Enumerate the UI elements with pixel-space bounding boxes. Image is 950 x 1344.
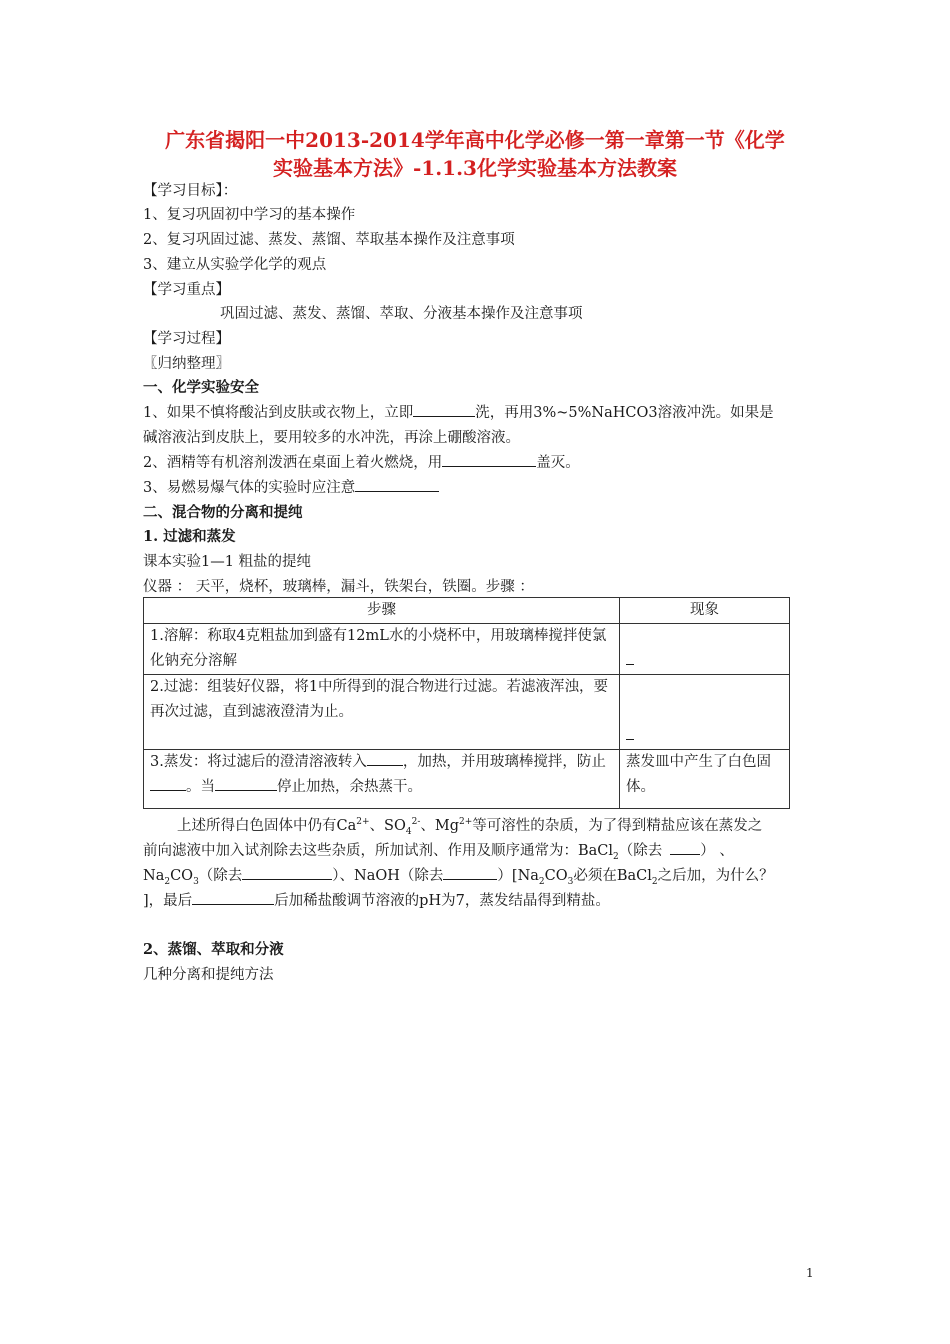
fill-blank[interactable] — [215, 776, 277, 791]
fill-blank[interactable] — [626, 739, 634, 740]
summary-label: 〖归纳整理〗 — [143, 356, 230, 372]
safety-item-2-text-b: 盖灭。 — [536, 455, 580, 471]
p3-sub-3: 2 — [538, 876, 545, 887]
p3-text-d: ）、NaOH（除去 — [332, 868, 444, 884]
safety-item-1-cont: 碱溶液沾到皮肤上，要用较多的水冲洗，再涂上硼酸溶液。 — [143, 430, 520, 446]
p4-text-a: ]，最后 — [143, 893, 193, 909]
p2-text-b: （除去 — [618, 843, 663, 859]
fill-blank[interactable] — [670, 840, 700, 855]
fill-blank[interactable] — [242, 865, 332, 880]
p3-text-f: CO — [544, 868, 568, 884]
process-heading: 【学习过程】 — [143, 331, 230, 347]
instruments-line: 仪器 ： 天平，烧杯，玻璃棒，漏斗，铁架台，铁圈。步骤 ： — [143, 579, 534, 595]
fill-blank[interactable] — [443, 865, 497, 880]
document-title-line1: 广东省揭阳一中2013-2014学年高中化学必修一第一章第一节《化学 — [165, 128, 785, 152]
objective-item-3: 3、建立从实验学化学的观点 — [143, 257, 327, 273]
methods-label: 几种分离和提纯方法 — [143, 967, 274, 983]
table-header-row — [144, 598, 790, 624]
step3-text-c: 。当 — [186, 779, 215, 795]
safety-item-2 — [143, 451, 580, 472]
p3-text-b: CO — [170, 868, 194, 884]
impurity-paragraph-line4 — [143, 889, 610, 910]
fill-blank[interactable] — [355, 477, 439, 492]
p4-text-b: 后加稀盐酸调节溶液的pH为7，蒸发结晶得到精盐。 — [274, 893, 610, 909]
step-filter: 2.过滤：组装好仪器，将1中所得到的混合物进行过滤。若滤液浑浊，要再次过滤，直到滤液澄清为止。 — [144, 675, 620, 750]
table-row — [144, 750, 790, 809]
fill-blank[interactable] — [192, 890, 274, 905]
focus-heading: 【学习重点】 — [143, 282, 230, 298]
fill-blank[interactable] — [442, 452, 536, 467]
document-title-line2: 实验基本方法》-1.1.3化学实验基本方法教案 — [273, 156, 677, 180]
p3-sub-1: 2 — [164, 876, 171, 887]
fill-blank[interactable] — [413, 402, 475, 417]
safety-item-1 — [143, 401, 774, 422]
p3-text-c: （除去 — [198, 868, 243, 884]
fill-blank[interactable] — [150, 776, 186, 791]
safety-item-3 — [143, 476, 439, 497]
safety-item-2-text-a: 2、酒精等有机溶剂泼洒在桌面上着火燃烧，用 — [143, 455, 443, 471]
safety-item-1-text-a: 1、如果不慎将酸沾到皮肤或衣物上，立即 — [143, 405, 414, 421]
experiment-title: 课本实验1—1 粗盐的提纯 — [143, 554, 312, 570]
p1-sup-so4: 2- — [411, 817, 421, 828]
p2-text-c: ） 、 — [700, 843, 734, 859]
objective-item-2: 2、复习巩固过滤、蒸发、蒸馏、萃取基本操作及注意事项 — [143, 232, 515, 248]
impurity-paragraph-line1 — [177, 814, 762, 835]
fill-blank[interactable] — [367, 751, 403, 766]
p1-sup-mg: 2+ — [459, 817, 473, 828]
step3-text-d: 停止加热，余热蒸干。 — [277, 779, 422, 795]
p2-sub: 2 — [613, 851, 619, 862]
impurity-paragraph-line3 — [143, 864, 774, 885]
step3-text-b: ，加热，并用玻璃棒搅拌，防止 — [402, 754, 606, 770]
section1-heading: 一、化学实验安全 — [143, 379, 259, 396]
p3-sub-5: 2 — [651, 876, 658, 887]
p1-text-b: 、SO — [369, 818, 406, 834]
p1-sub-so4: 4 — [405, 826, 412, 837]
focus-text: 巩固过滤、蒸发、蒸馏、萃取、分液基本操作及注意事项 — [220, 306, 583, 322]
p3-sub-2: 3 — [193, 876, 199, 887]
fill-blank[interactable] — [626, 664, 634, 665]
phenomenon-cell-2[interactable] — [620, 675, 790, 750]
objectives-heading: 【学习目标】： — [143, 183, 238, 199]
p3-text-e: ）[Na — [497, 868, 539, 884]
table-row — [144, 624, 790, 675]
safety-item-1-text-b: 洗，再用3%~5%NaHCO3溶液冲洗。如果是 — [475, 405, 774, 421]
step-evaporate — [144, 750, 620, 809]
table-row — [144, 675, 790, 750]
impurity-paragraph-line2 — [143, 839, 734, 860]
p1-sup-ca: 2+ — [356, 817, 370, 828]
p3-sub-4: 3 — [567, 876, 574, 887]
p3-text-g: 必须在BaCl — [573, 868, 652, 884]
page-number: 1 — [806, 1266, 814, 1280]
p1-text-d: 等可溶性的杂质，为了得到精盐应该在蒸发之 — [472, 818, 763, 834]
steps-table — [143, 597, 790, 809]
section2-heading: 二、混合物的分离和提纯 — [143, 504, 303, 521]
objective-item-1: 1、复习巩固初中学习的基本操作 — [143, 207, 356, 223]
header-phenomenon: 现象 — [620, 598, 790, 624]
step3-text-a: 3.蒸发：将过滤后的澄清溶液转入 — [150, 754, 367, 770]
p3-text-h: 之后加，为什么？ — [657, 868, 774, 884]
safety-item-3-text: 3、易燃易爆气体的实验时应注意 — [143, 480, 356, 496]
p1-text-a: 上述所得白色固体中仍有Ca — [177, 818, 357, 834]
step-dissolve: 1.溶解：称取4克粗盐加到盛有12mL水的小烧杯中，用玻璃棒搅拌使氯化钠充分溶解 — [144, 624, 620, 675]
phenomenon-cell-1[interactable] — [620, 624, 790, 675]
phenomenon-cell-3: 蒸发皿中产生了白色固体。 — [620, 750, 790, 809]
subsection-distillation: 2、蒸馏、萃取和分液 — [143, 941, 284, 958]
subsection-filtration: 1. 过滤和蒸发 — [143, 528, 236, 545]
p1-text-c: 、Mg — [420, 818, 460, 834]
p2-text-a: 前向滤液中加入试剂除去这些杂质，所加试剂、作用及顺序通常为：BaCl — [143, 843, 614, 859]
header-steps: 步骤 — [144, 598, 620, 624]
p3-text-a: Na — [143, 868, 165, 884]
